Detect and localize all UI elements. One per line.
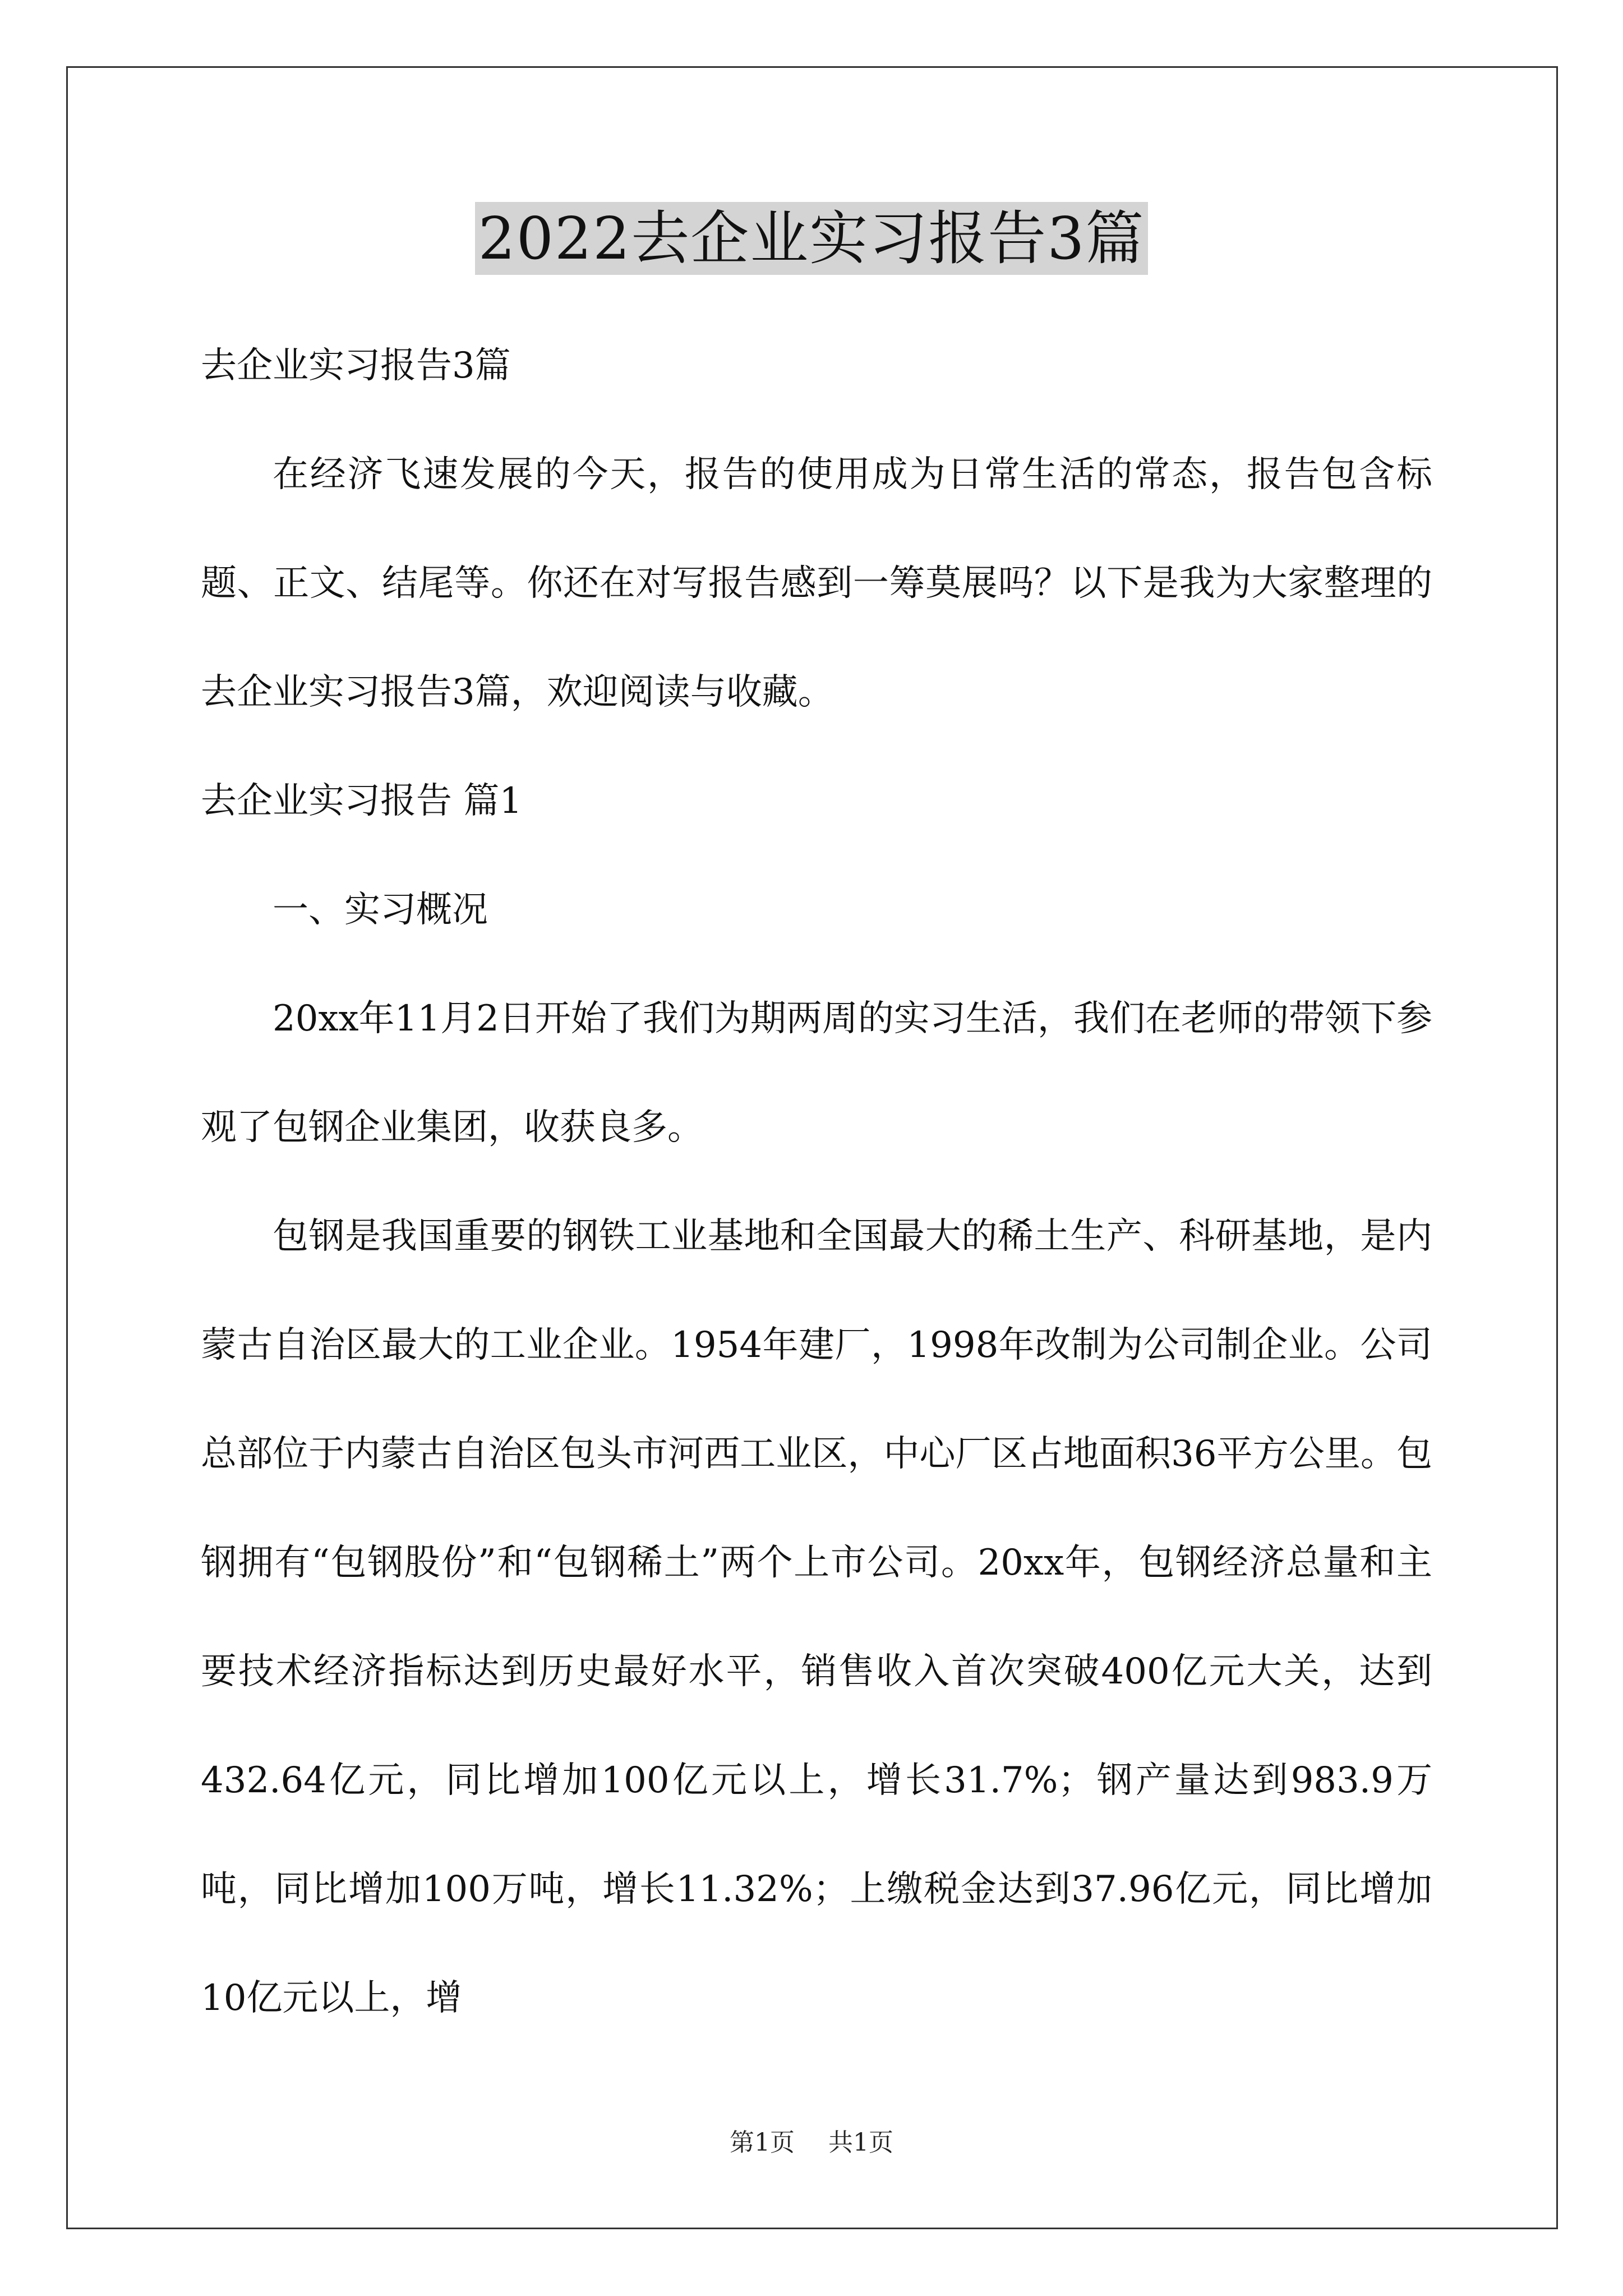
- paragraph-body: 20xx年11月2日开始了我们为期两周的实习生活，我们在老师的带领下参观了包钢企业集团，收获良多。: [201, 998, 1432, 1148]
- paragraph-subtitle: 去企业实习报告3篇: [201, 345, 511, 386]
- document-body: [201, 311, 1432, 2053]
- paragraph-section-heading: 去企业实习报告 篇1: [201, 780, 523, 822]
- title-container: [0, 202, 1623, 275]
- page-total: 共1页: [828, 2128, 893, 2157]
- page-number: 第1页: [730, 2128, 795, 2157]
- page-footer: [0, 2126, 1623, 2160]
- paragraph-subheading: 一、实习概况: [273, 889, 488, 931]
- paragraph-intro: 在经济飞速发展的今天，报告的使用成为日常生活的常态，报告包含标题、正文、结尾等。你还在对写报告感到一筹莫展吗？以下是我为大家整理的去企业实习报告3篇，欢迎阅读与收藏。: [201, 454, 1432, 713]
- paragraph-body: 包钢是我国重要的钢铁工业基地和全国最大的稀土生产、科研基地，是内蒙古自治区最大的工业企业。1954年建厂，1998年改制为公司制企业。公司总部位于内蒙古自治区包头市河西工业区，中心厂区占地面积36平方公里。包钢拥有“包钢股份”和“包钢稀土”两个上市公司。20xx年，包钢经济总量和主要技术经济指标达到历史最好水平，销售收入首次突破400亿元大关，达到432.64亿元，同比增加100亿元以上，增长31.7%；钢产量达到983.9万吨，同比增加100万吨，增长11.32%；上缴税金达到37.96亿元，同比增加10亿元以上，增: [201, 1216, 1432, 2019]
- document-title: 2022去企业实习报告3篇: [475, 202, 1149, 275]
